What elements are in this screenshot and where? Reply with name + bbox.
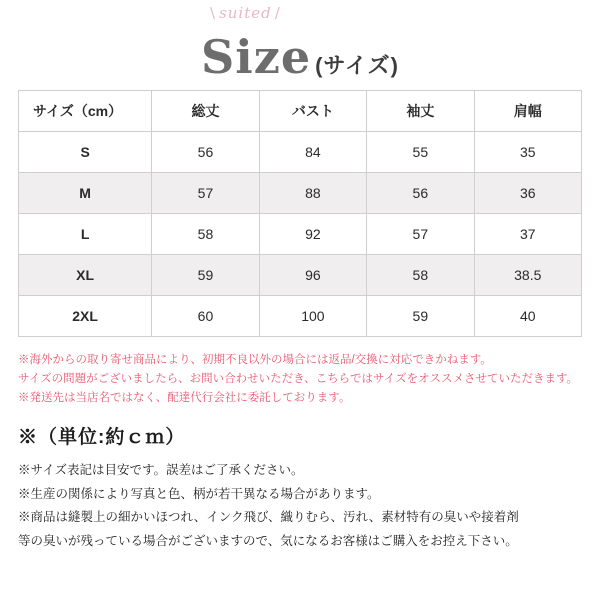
note-line: ※サイズ表記は目安です。誤差はご了承ください。 (18, 462, 304, 477)
cell-bust: 84 (259, 132, 366, 173)
notes-pink (18, 351, 582, 408)
table-col-header-0: サイズ（cm） (19, 91, 152, 132)
table-row (19, 132, 582, 173)
cell-shoulder: 35 (474, 132, 581, 173)
table-col-header-2: バスト (259, 91, 366, 132)
cell-bust: 92 (259, 214, 366, 255)
slash-left: \ (210, 4, 217, 22)
title-block (18, 0, 582, 86)
table-col-header-4: 肩幅 (474, 91, 581, 132)
note-line: 等の臭いが残っている場合がございますので、気になるお客様はご購入をお控え下さい。 (18, 534, 518, 549)
row-size-label: L (19, 214, 152, 255)
cell-bust: 96 (259, 255, 366, 296)
table-body (19, 132, 582, 337)
note-pink-line: ※海外からの取り寄せ商品により、初期不良以外の場合には返品/交換に対応できかねます。 (18, 354, 492, 366)
table-col-header-3: 袖丈 (367, 91, 474, 132)
table-row (19, 296, 582, 337)
row-size-label: XL (19, 255, 152, 296)
size-table (18, 90, 582, 337)
table-row (19, 214, 582, 255)
cell-total-length: 60 (152, 296, 259, 337)
cell-sleeve: 55 (367, 132, 474, 173)
cell-sleeve: 59 (367, 296, 474, 337)
row-size-label: S (19, 132, 152, 173)
page-title-kana: (サイズ) (315, 53, 399, 78)
note-pink-line: ※発送先は当店名ではなく、配達代行会社に委託しております。 (18, 391, 351, 404)
cell-sleeve: 57 (367, 214, 474, 255)
row-size-label: M (19, 173, 152, 214)
cell-shoulder: 38.5 (474, 255, 581, 296)
cell-shoulder: 37 (474, 214, 581, 255)
slash-right: / (274, 4, 281, 22)
cell-total-length: 58 (152, 214, 259, 255)
note-pink-line: サイズの問題がございましたら、お問い合わせいただき、こちらではサイズをオススメさせていただきます。 (18, 372, 579, 385)
cell-bust: 100 (259, 296, 366, 337)
script-word-text: suited (219, 4, 272, 22)
unit-note: ※（単位:約ｃｍ） (18, 426, 186, 448)
table-head (19, 91, 582, 132)
cell-bust: 88 (259, 173, 366, 214)
cell-shoulder: 36 (474, 173, 581, 214)
title-inner (201, 4, 399, 84)
cell-sleeve: 58 (367, 255, 474, 296)
note-line: ※商品は縫製上の細かいほつれ、インク飛び、織りむら、汚れ、素材特有の臭いや接着剤 (18, 510, 519, 525)
note-line: ※生産の関係により写真と色、柄が若干異なる場合があります。 (18, 486, 380, 501)
table-header-row (19, 91, 582, 132)
cell-shoulder: 40 (474, 296, 581, 337)
cell-total-length: 59 (152, 255, 259, 296)
row-size-label: 2XL (19, 296, 152, 337)
page-title: Size (201, 30, 312, 84)
table-col-header-1: 総丈 (152, 91, 259, 132)
cell-sleeve: 56 (367, 173, 474, 214)
cell-total-length: 56 (152, 132, 259, 173)
notes-black (18, 459, 582, 554)
cell-total-length: 57 (152, 173, 259, 214)
script-decoration (207, 4, 284, 22)
table-row (19, 255, 582, 296)
table-row (19, 173, 582, 214)
